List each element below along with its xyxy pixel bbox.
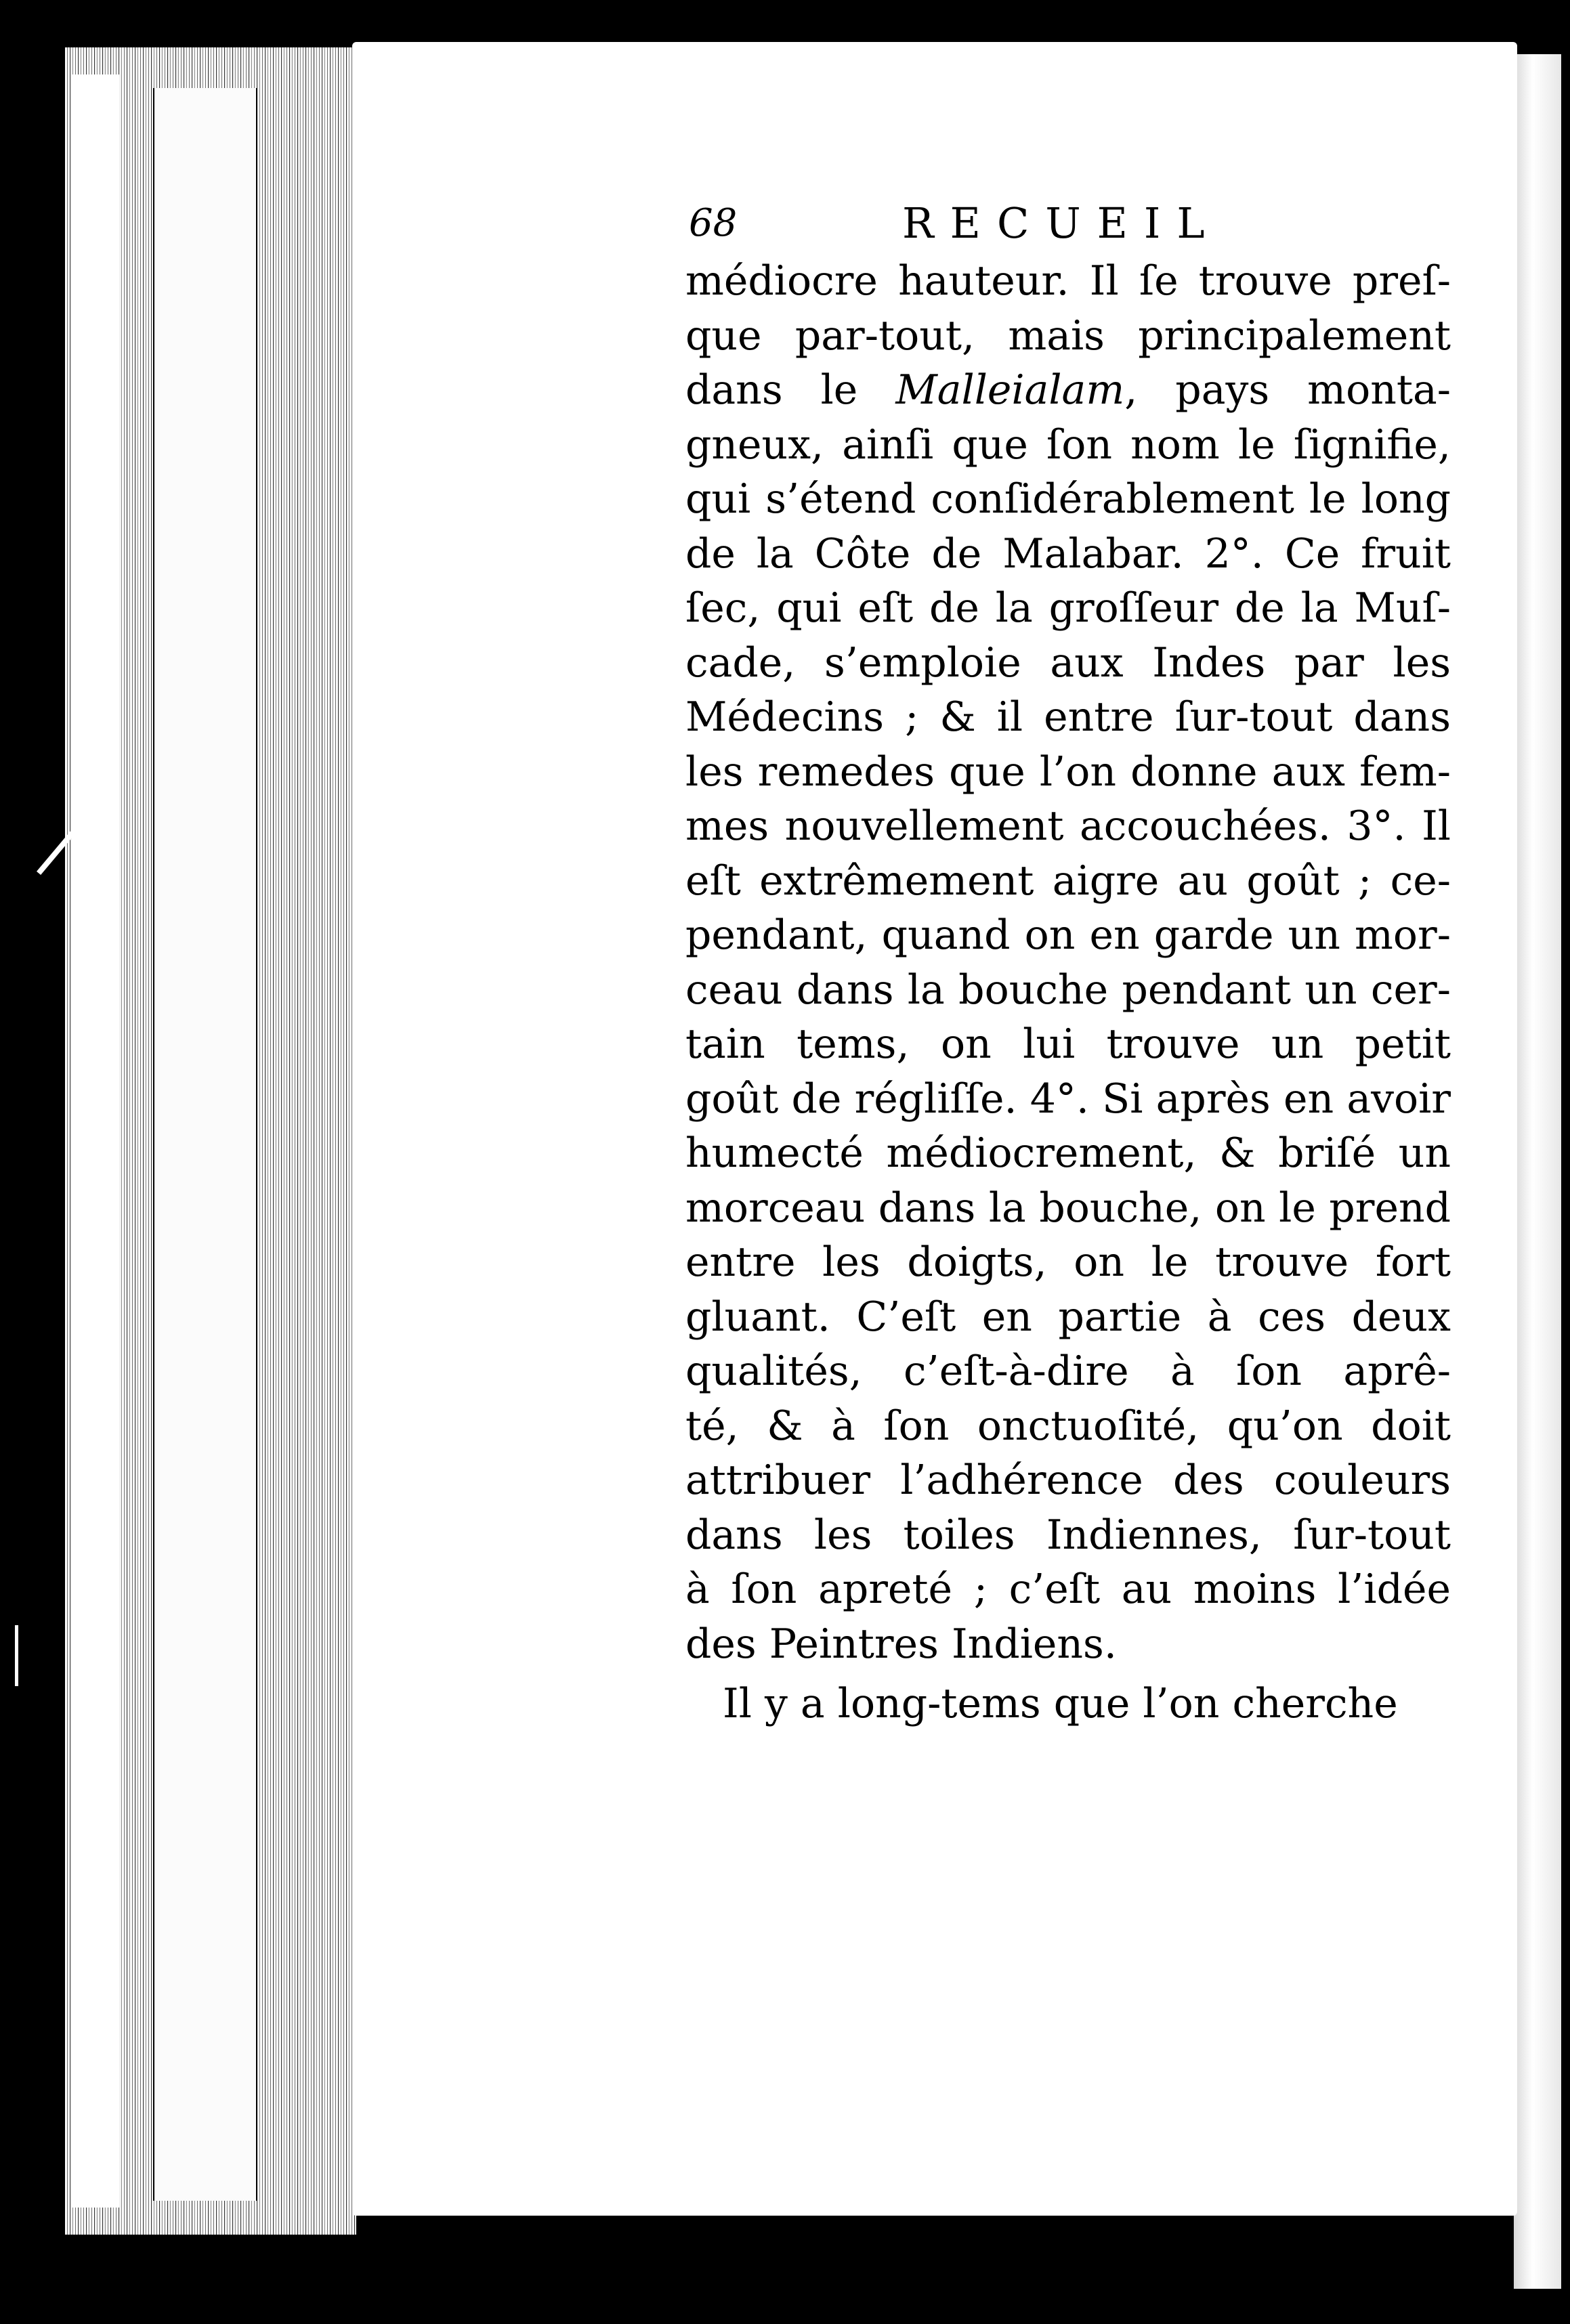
paragraph-start-line: Il y a long-tems que l’on cherche (723, 1680, 1398, 1727)
page-edge-strip (153, 88, 257, 2201)
text-line: ſec, qui eſt de la groſſeur de la Muſ- (685, 584, 1451, 632)
text-line: de la Côte de Malabar. 2°. Ce fruit (685, 530, 1451, 578)
place-name-italic: Malleialam (895, 366, 1125, 414)
text-line: dans les toiles Indiennes, ſur-tout (685, 1511, 1451, 1559)
text-line: gneux, ainſi que ſon nom le ſignifie, (685, 421, 1451, 469)
text-line: eſt extrêmement aigre au goût ; ce- (685, 857, 1451, 905)
text-line: té, & à ſon onctuoſité, qu’on doit (685, 1402, 1451, 1450)
text-line: qualités, c’eſt-à-dire à ſon aprê- (685, 1348, 1451, 1395)
text-line: des Peintres Indiens. (685, 1620, 1117, 1668)
text-line: mes nouvellement accouchées. 3°. Il (685, 802, 1451, 850)
text-line: gluant. C’eſt en partie à ces deux (685, 1293, 1451, 1341)
text-line: médiocre hauteur. Il ſe trouve preſ- (685, 257, 1451, 305)
text-line (685, 363, 1451, 418)
page-edge-strip (72, 74, 119, 2208)
text-line: goût de régliſſe. 4°. Si après en avoir (685, 1075, 1451, 1123)
text-line: qui s’étend conſidérablement le long (685, 475, 1451, 523)
text-line: entre les doigts, on le trouve fort (685, 1239, 1451, 1286)
page-text (685, 193, 1451, 1731)
left-page-edges (65, 47, 356, 2235)
text-fragment: , pays monta- (1124, 366, 1451, 414)
text-line: attribuer l’adhérence des couleurs (685, 1457, 1451, 1504)
text-line: pendant, quand on en garde un mor- (685, 911, 1451, 959)
page-number: 68 (689, 201, 738, 245)
right-margin-shadow (1514, 54, 1561, 2289)
margin-mark (15, 1625, 18, 1686)
text-line: à ſon apreté ; c’eſt au moins l’idée (685, 1566, 1451, 1613)
text-fragment: dans le (685, 366, 858, 414)
text-line: les remedes que l’on donne aux fem- (685, 748, 1451, 796)
text-line: ceau dans la bouche pendant un cer- (685, 966, 1451, 1014)
running-title: RECUEIL (902, 198, 1221, 248)
text-line: que par-tout, mais principalement (685, 311, 1451, 360)
text-line: cade, s’emploie aux Indes par les (685, 639, 1451, 687)
text-line: Médecins ; & il entre ſur-tout dans (685, 693, 1451, 741)
text-line: morceau dans la bouche, on le prend (685, 1184, 1451, 1232)
running-header (685, 193, 1451, 254)
text-line: tain tems, on lui trouve un petit (685, 1020, 1451, 1068)
text-line: humecté médiocrement, & briſé un (685, 1129, 1451, 1177)
